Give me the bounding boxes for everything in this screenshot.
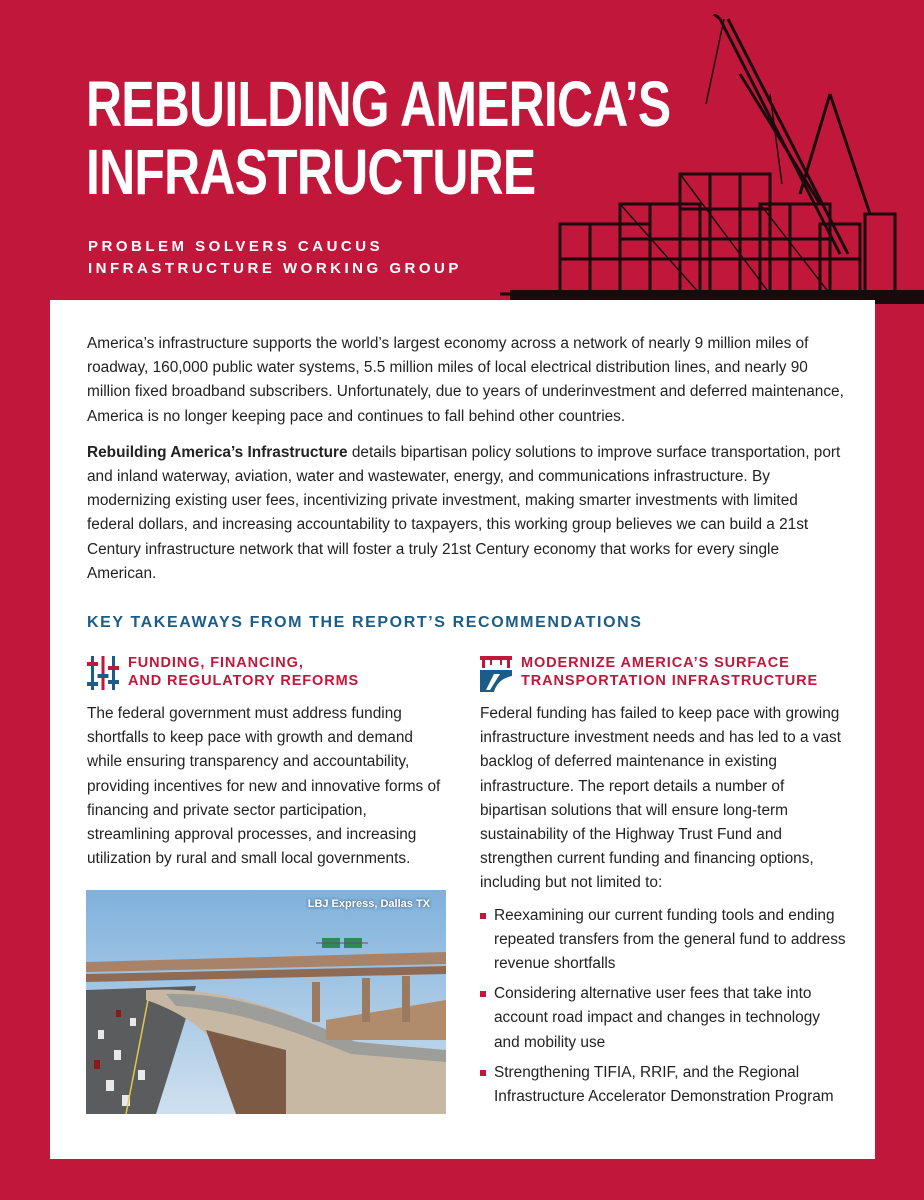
list-item: Strengthening TIFIA, RRIF, and the Regional Infrastructure Accelerator Demonstration Program <box>480 1061 848 1109</box>
title-line-2: INFRASTRUCTURE <box>86 136 536 208</box>
header-banner <box>0 0 924 300</box>
intro-text <box>87 332 847 598</box>
transportation-heading-text <box>521 654 818 690</box>
report-name: Rebuilding America’s Infrastructure <box>87 443 348 461</box>
photo-caption: LBJ Express, Dallas TX <box>307 898 430 910</box>
content-card <box>50 300 875 1159</box>
construction-crane-silhouette <box>470 14 924 304</box>
intro-paragraph-2 <box>87 441 847 586</box>
transportation-body: Federal funding has failed to keep pace with growing infrastructure investment needs and has led to a vast backlog of deferred maintenance in existing infrastructure. The report details a number of bipartisan solutions that will ensure long-term sustainability of the Highway Trust Fund and strengthen current funding and financing options, including but not limited to: <box>480 705 842 892</box>
transportation-heading-line-2: TRANSPORTATION INFRASTRUCTURE <box>521 673 819 689</box>
funding-heading <box>87 652 442 694</box>
subtitle <box>88 236 462 280</box>
highway-photo <box>86 890 446 1114</box>
intro-paragraph-2-text: details bipartisan policy solutions to improve surface transportation, port and inland waterway, aviation, water and wastewater, energy, and communications infrastructure. By modernizing existing user fees, incentivizing private investment, making smarter investments with limited federal dollars, and increasing accountability to taxpayers, this working group believes we can build a 21st Century infrastructure network that will foster a truly 21st Century economy that works for every single American. <box>87 443 841 582</box>
list-item: Reexamining our current funding tools and ending repeated transfers from the general fund to address revenue shortfalls <box>480 904 848 977</box>
intro-paragraph-1: America’s infrastructure supports the world’s largest economy across a network of nearly 9 million miles of roadway, 160,000 public water systems, 5.5 million miles of local electrical distribution lines, and nearly 90 million fixed broadband subscribers. Unfortunately, due to years of underinvestment and deferred maintenance, America is no longer keeping pace and continues to fall behind other countries. <box>87 335 844 425</box>
subtitle-line-2: INFRASTRUCTURE WORKING GROUP <box>88 260 462 277</box>
transportation-heading <box>480 652 848 694</box>
funding-column <box>87 652 442 871</box>
transportation-column <box>480 652 848 1115</box>
subtitle-line-1: PROBLEM SOLVERS CAUCUS <box>88 238 384 255</box>
funding-heading-text <box>128 654 359 690</box>
list-item: Considering alternative user fees that take into account road impact and changes in technology and mobility use <box>480 982 848 1055</box>
transportation-bullets <box>480 904 848 1110</box>
key-takeaways-heading: KEY TAKEAWAYS FROM THE REPORT’S RECOMMENDATIONS <box>87 614 643 631</box>
funding-body: The federal government must address funding shortfalls to keep pace with growth and demand while ensuring transparency and accountability, providing incentives for new and innovative forms of financing and private sector participation, streamlining approval processes, and increasing utilization by rural and small local governments. <box>87 705 441 868</box>
funding-heading-line-1: FUNDING, FINANCING, <box>128 655 304 671</box>
sliders-icon <box>87 654 119 692</box>
highway-illustration <box>86 890 446 1114</box>
road-bridge-icon <box>480 654 512 692</box>
funding-heading-line-2: AND REGULATORY REFORMS <box>128 673 360 689</box>
title-line-1: REBUILDING AMERICA’S <box>86 68 671 140</box>
transportation-heading-line-1: MODERNIZE AMERICA’S SURFACE <box>521 655 790 671</box>
